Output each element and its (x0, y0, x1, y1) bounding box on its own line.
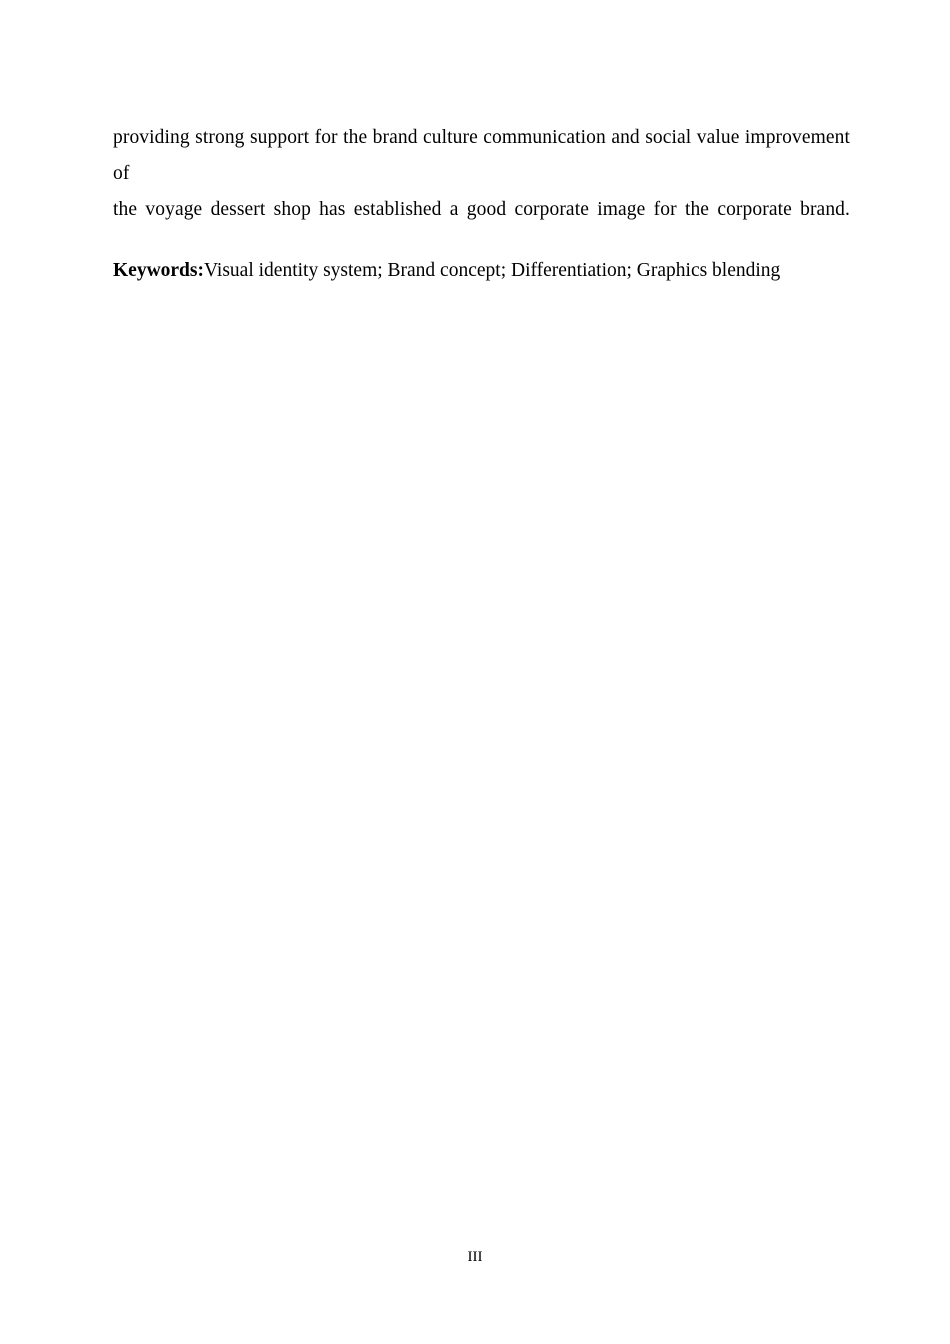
keywords-label: Keywords: (113, 260, 204, 281)
abstract-line-2: the voyage dessert shop has established a good corporate image for the corporate brand. (113, 199, 850, 220)
keywords-paragraph (113, 254, 850, 288)
page-number: III (467, 1249, 483, 1265)
keywords-value: Visual identity system; Brand concept; Differentiation; Graphics blending (204, 260, 781, 281)
page-content (113, 120, 850, 288)
abstract-paragraph (113, 120, 850, 228)
abstract-line-1: providing strong support for the brand culture communication and social value improvement of (113, 127, 850, 184)
